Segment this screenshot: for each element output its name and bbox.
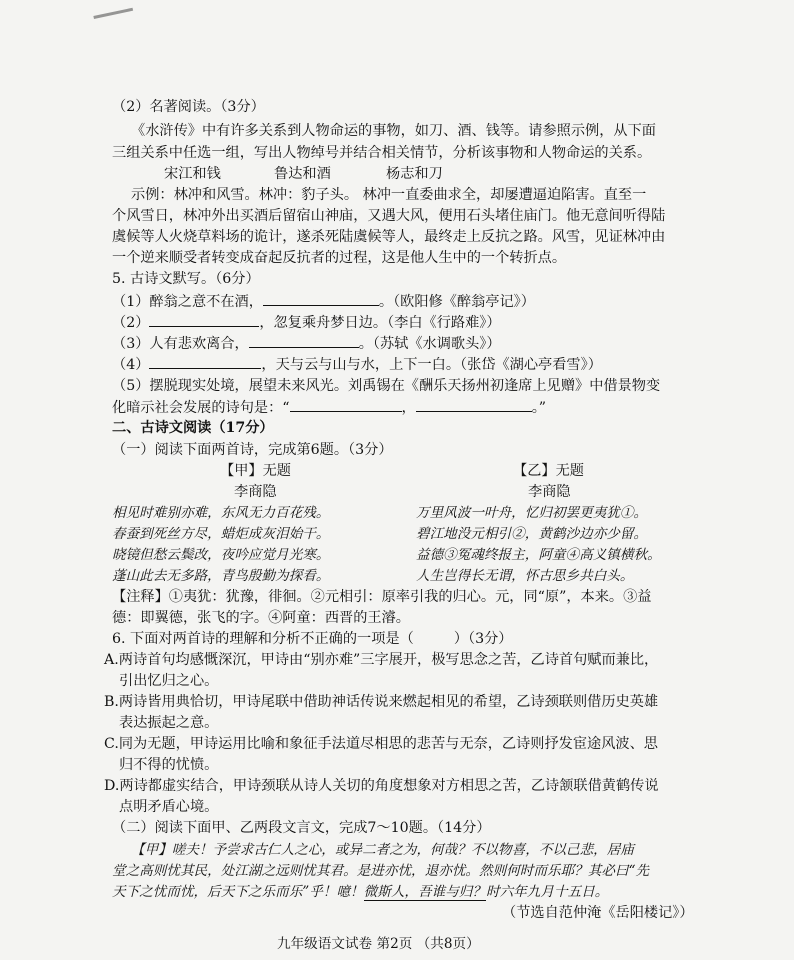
q5-item-4-post: ，天与云与山与水，上下一白。（张岱《湖心亭看雪》） [261,357,602,373]
q2-option-3: 杨志和刀 [386,166,443,182]
q5-item-5-line-1: （5）摆脱现实处境，展望未来风光。刘禹锡在《酬乐天扬州初逢席上见赠》中借景物变 [112,378,661,394]
poem-a-title: 【甲】无题 [220,463,291,479]
q2-example-3: 虞候等人火烧草料场的诡计，遂杀死陆虞候等人，最终走上反抗之路。风雪，见证林冲由 [112,229,666,245]
q5-item-1-pre: （1）醉翁之意不在酒， [112,294,263,310]
passage-a-line-3-post: 时六年九月十五日。 [485,884,609,900]
answer-blank[interactable] [416,397,532,412]
answer-blank[interactable] [290,397,402,412]
poem-b-author: 李商隐 [528,484,571,500]
q5-item-4 [112,354,602,375]
passage-a-source: （节选自范仲淹《岳阳楼记》） [502,905,694,921]
q5-heading: 5. 古诗文默写。（6分） [112,271,260,287]
q5-item-3-pre: （3）人有悲欢离合， [112,336,249,352]
q6-option-d-1: D.两诗都虚实结合，甲诗颈联从诗人关切的角度想象对方相思之苦，乙诗颔联借黄鹤传说 [104,778,659,794]
poem-b-line-4: 人生岂得长无谓，怀古思乡共白头。 [416,568,634,584]
answer-blank[interactable] [149,354,261,369]
q5-item-1-post: 。（欧阳修《醉翁亭记》） [378,294,535,310]
q2-example-4: 一个逆来顺受者转变成奋起反抗者的过程，这是他人生中的一个转折点。 [112,250,567,266]
answer-blank[interactable] [249,333,359,348]
q5-item-2-pre: （2） [112,315,150,331]
poem-b-line-2: 碧江地没元相引②，黄鹤沙边亦少留。 [416,526,648,542]
q2-example-1: 示例：林冲和风雪。林冲：豹子头。 林冲一直委曲求全，却屡遭逼迫陷害。直至一 [131,187,647,203]
answer-blank[interactable] [149,312,259,327]
poem-a-line-3: 晓镜但愁云鬓改，夜吟应觉月光寒。 [112,547,330,563]
passage-a-line-3-pre: 天下之忧而忧，后天下之乐而乐”乎！噫！ [112,884,364,900]
poem-a-author: 李商隐 [234,484,277,500]
q2-line-2: 三组关系中任选一组，写出人物绰号并结合相关情节，分析该事物和人物命运的关系。 [112,145,652,161]
passage-a-line-1: 【甲】嗟夫！予尝求古仁人之心，或异二者之为，何哉？不以物喜，不以己悲，居庙 [131,842,634,858]
q2-heading: （2）名著阅读。（3分） [112,99,265,115]
q2-line-1: 《水浒传》中有许多关系到人物命运的事物，如刀、酒、钱等。请参照示例，从下面 [131,123,656,139]
poem-a-line-2: 春蚕到死丝方尽，蜡炬成灰泪始干。 [112,526,330,542]
q6-option-a-2: 引出忆归之心。 [119,673,219,689]
q5-item-5-pre: 化暗示社会发展的诗句是：“ [112,400,290,416]
q6-option-c-2: 归不得的忧愤。 [119,757,219,773]
q6-option-b-1: B.两诗皆用典恰切，甲诗尾联中借助神话传说来燃起相见的希望，乙诗颈联则借历史英雄 [104,694,659,710]
passage-a-line-2: 堂之高则忧其民，处江湖之远则忧其君。是进亦忧，退亦忧。然则何时而乐耶？其必曰“先 [112,863,650,879]
section-2-heading: 二、古诗文阅读（17分） [112,420,274,436]
q5-item-4-number: （4） [112,357,150,373]
q6-option-c-1: C.同为无题，甲诗运用比喻和象征手法道尽相思的悲苦与无奈，乙诗则抒发宦途风波、思 [104,736,658,752]
q5-item-3 [112,333,501,354]
q5-item-5-post: 。” [531,400,547,416]
scan-mark [91,0,133,19]
poem-b-title: 【乙】无题 [513,463,584,479]
q6-stem-post: ）（3分） [453,631,513,647]
q5-item-5-line-2 [112,397,546,418]
q6-option-d-2: 点明矛盾心境。 [119,799,219,815]
q5-item-1 [112,291,535,312]
q5-item-2-post: ，忽复乘舟梦日边。（李白《行路难》） [259,315,501,331]
poem-b-line-1: 万里风波一叶舟，忆归初罢更夷犹①。 [416,505,648,521]
q5-item-3-post: 。（苏轼《水调歌头》） [358,336,501,352]
q2-example-2: 个风雪日，林冲外出买酒后留宿山神庙，又遇大风，便用石头堵住庙门。他无意间听得陆 [112,208,666,224]
q6-stem [112,629,513,649]
poem-b-line-3: 益德③冤魂终报主，阿童④高义镇横秋。 [416,547,661,563]
page-footer: 九年级语文试卷 第2页 （共8页） [277,936,480,952]
passage-a-underlined-sentence: 微斯人，吾谁与归？ [363,884,486,900]
section-2-sub-1: （一）阅读下面两首诗，完成第6题。（3分） [112,442,393,458]
answer-blank[interactable] [263,291,379,306]
q5-item-2 [112,312,501,333]
notes-line-1: 【注释】①夷犹：犹豫，徘徊。②元相引：原率引我的归心。元，同“原”，本来。③益 [112,589,652,605]
q2-option-1: 宋江和钱 [164,166,221,182]
q6-stem-pre: 6. 下面对两首诗的理解和分析不正确的一项是（ [112,631,414,647]
notes-line-2: 德：即翼德，张飞的字。④阿童：西晋的王濬。 [112,610,410,626]
q6-option-a-1: A.两诗首句均感慨深沉，甲诗由“别亦难”三字展开，极写思念之苦，乙诗首句赋而兼比， [104,652,659,668]
q2-option-2: 鲁达和酒 [274,166,331,182]
q6-option-b-2: 表达振起之意。 [119,715,219,731]
poem-a-line-4: 蓬山此去无多路，青鸟殷勤为探看。 [112,568,330,584]
q5-item-5-sep: ， [401,400,416,416]
section-2-sub-2: （二）阅读下面甲、乙两段文言文，完成7～10题。（14分） [112,820,491,836]
passage-a-line-3 [112,882,608,902]
poem-a-line-1: 相见时难别亦难，东风无力百花残。 [112,505,330,521]
